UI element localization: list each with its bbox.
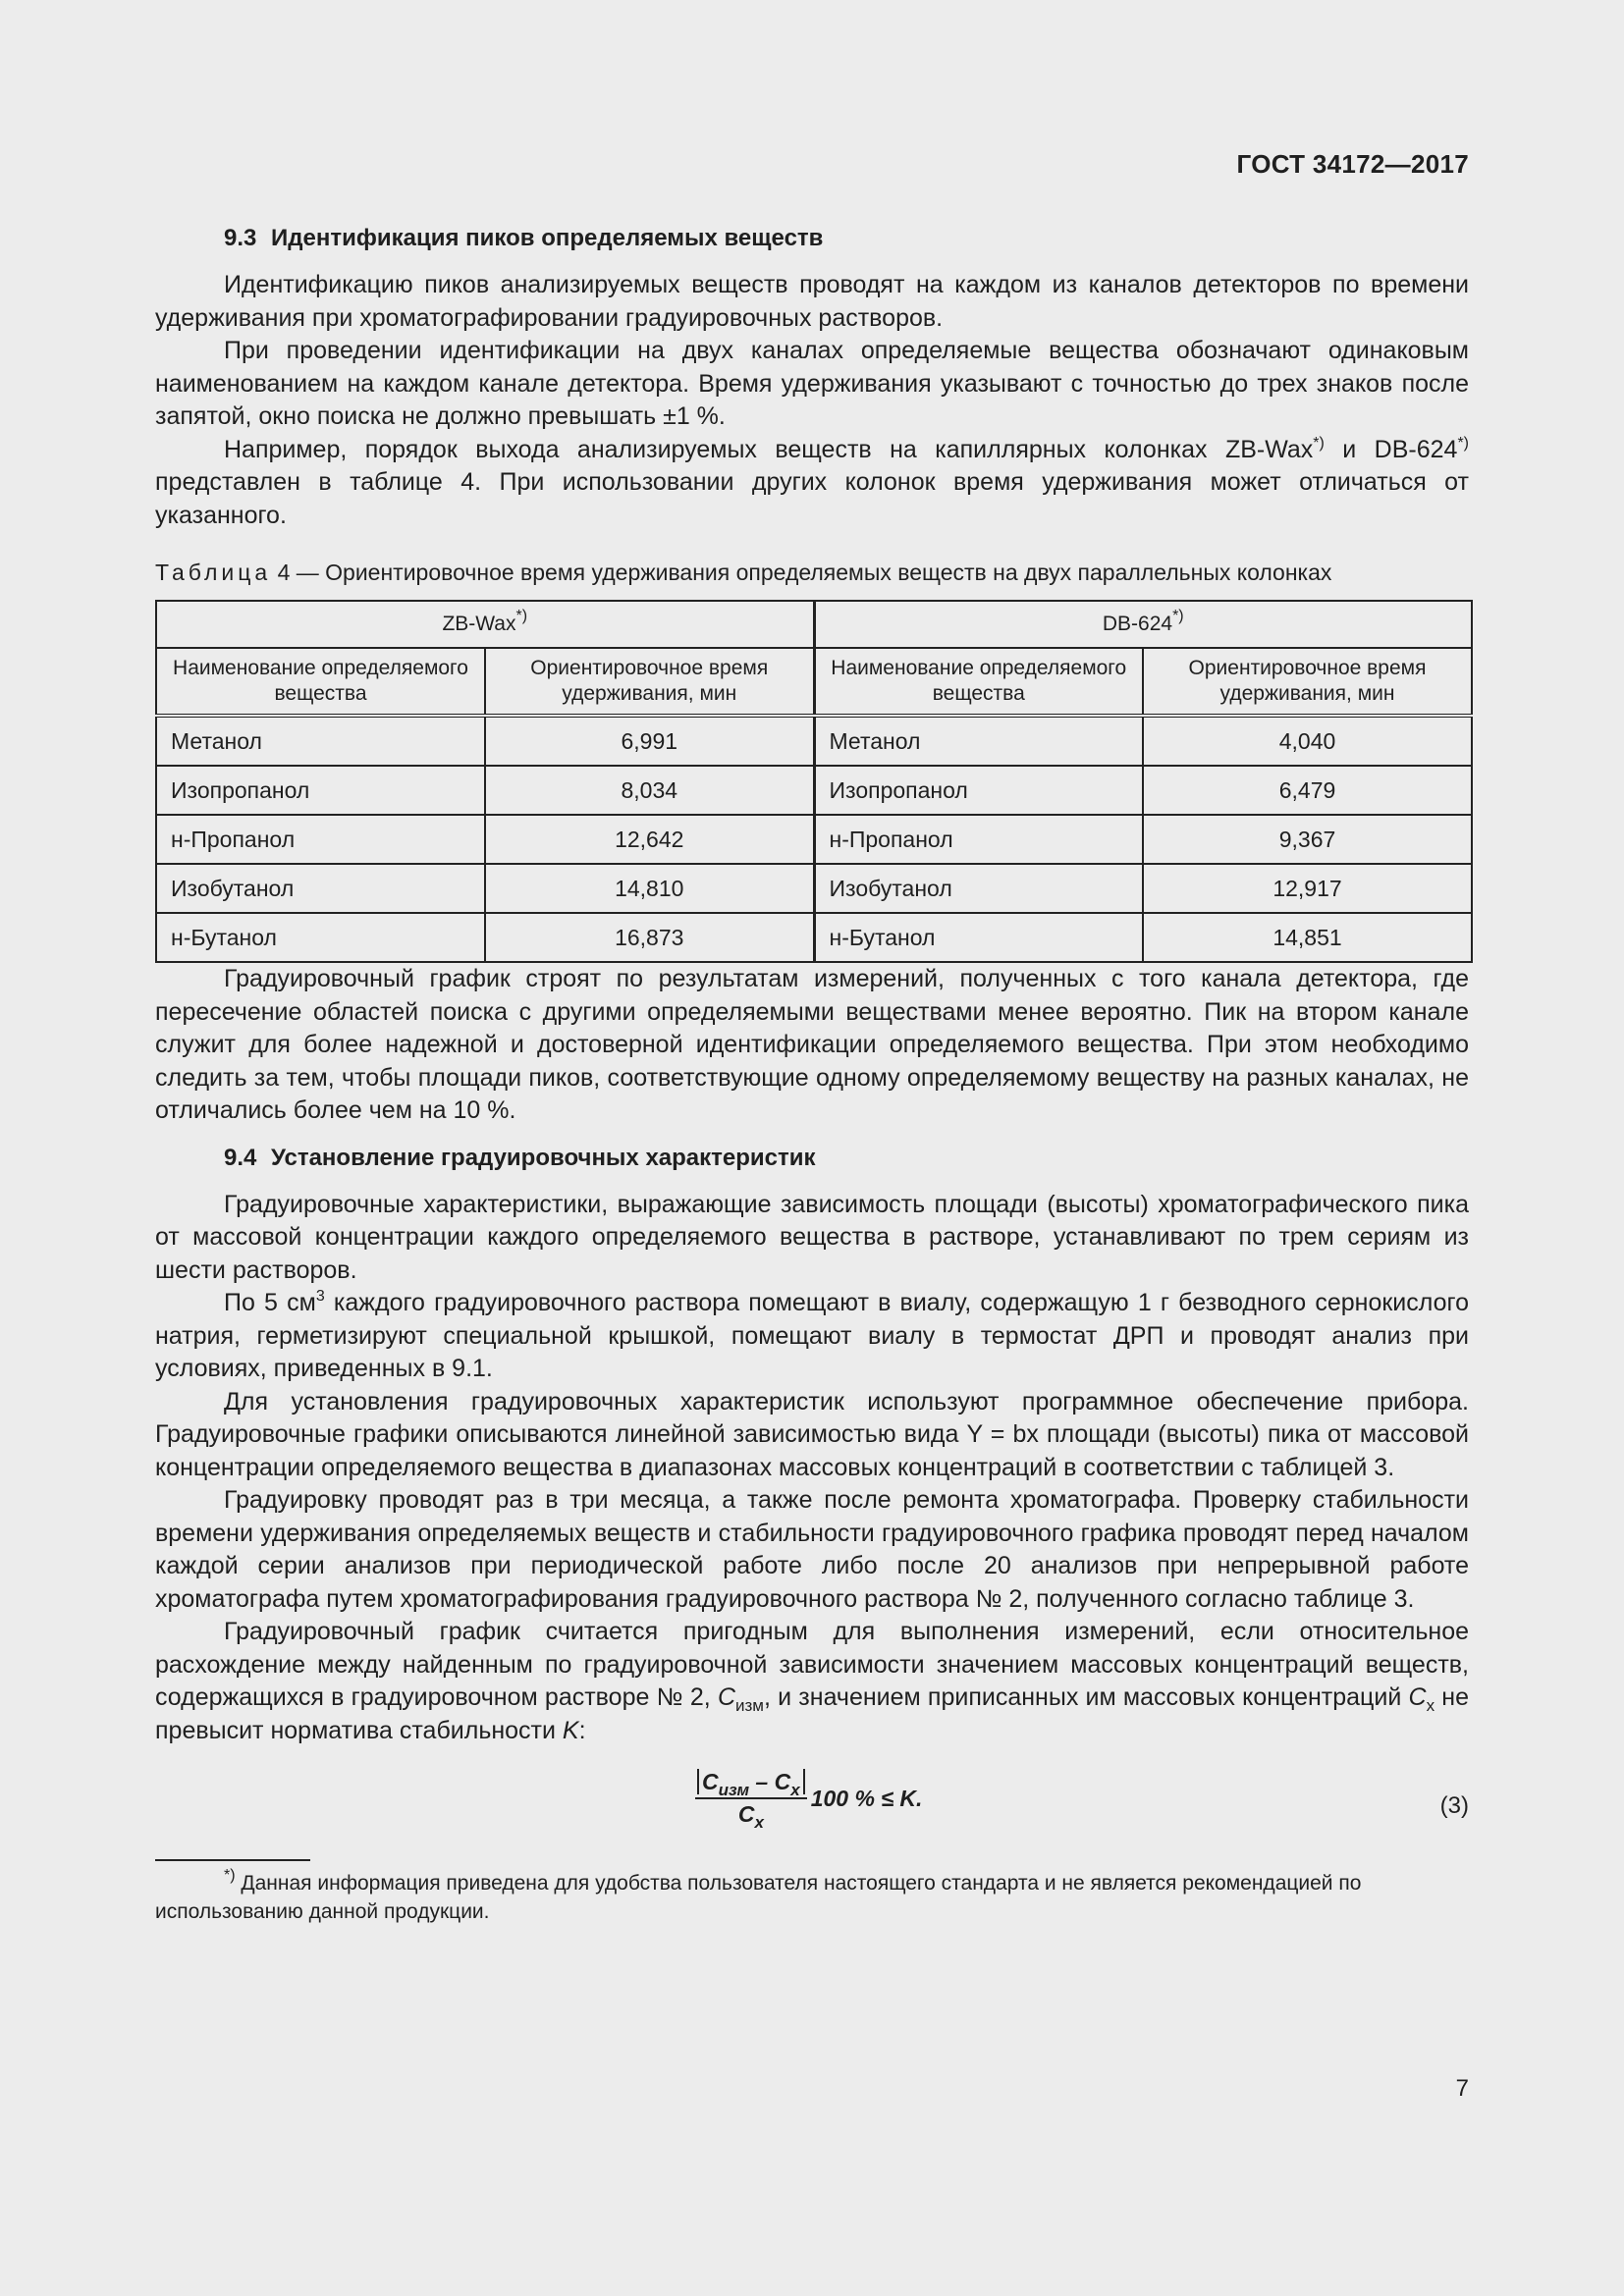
equation-number: (3) [1439,1792,1469,1819]
retention-time: 4,040 [1143,716,1472,766]
subscript: x [790,1781,800,1799]
text-span: и DB-624 [1324,435,1458,463]
section-number: 9.4 [224,1144,257,1171]
symbol: C [717,1683,735,1711]
subscript: x [1426,1696,1435,1715]
paragraph: Градуировку проводят раз в три месяца, а также после ремонта хроматографа. Проверку стабильности времени удерживания определяемых веществ и стабильности градуировочного графика проводят перед началом каждой серии анализов при периодической работе либо после 20 анализов при непрерывной работе хроматографа путем хроматографирования градуировочного раствора № 2, полученного согласно таблице 3. [155,1486,1469,1613]
table-caption [155,558,1469,587]
substance-name: Изопропанол [156,766,485,815]
text-span: каждого градуировочного раствора помещают в виалу, содержащую 1 г безводного сернокислого натрия, герметизируют специальной крышкой, помещают виалу в термостат ДРП и проводят анализ при условиях, приведенных в 9.1. [155,1289,1469,1382]
table-row [156,766,1472,815]
substance-name: Метанол [156,716,485,766]
section-title-text: Установление градуировочных характеристик [271,1144,816,1171]
footnote-ref: *) [1172,608,1184,624]
footnote-ref: *) [515,608,528,624]
paragraph: Идентификацию пиков анализируемых веществ проводят на каждом из каналов детекторов по времени удерживания при хроматографировании градуировочных растворов. [155,271,1469,332]
document-header: ГОСТ 34172—2017 [1236,149,1469,179]
text-span: представлен в таблице 4. При использовании других колонок время удерживания может отличаться от указанного. [155,468,1469,529]
paragraph [155,1616,1469,1747]
substance-name: н-Бутанол [156,913,485,962]
paragraph [155,1287,1469,1386]
footnote [155,1869,1469,1926]
table-row [156,716,1472,766]
footnote-ref: *) [1313,434,1325,452]
fraction-denominator [737,1799,764,1832]
symbol: C [737,1801,755,1827]
table-row [156,913,1472,962]
subscript: изм [735,1696,764,1715]
symbol: K [562,1716,579,1744]
group-name: DB-624 [1102,613,1173,635]
retention-time: 16,873 [485,913,814,962]
paragraph [155,434,1469,533]
retention-time: 6,991 [485,716,814,766]
symbol: C [1408,1683,1427,1711]
fraction-numerator [695,1769,807,1799]
retention-time: 8,034 [485,766,814,815]
symbol: C [774,1769,791,1794]
retention-time: 12,917 [1143,864,1472,913]
retention-time: 14,810 [485,864,814,913]
caption-text: 4 — Ориентировочное время удерживания определяемых веществ на двух параллельных колонках [271,560,1332,585]
table-column-header-row [156,648,1472,716]
table-group-header-row [156,601,1472,648]
retention-time-table [155,600,1473,963]
section-number: 9.3 [224,225,257,251]
section-title-text: Идентификация пиков определяемых веществ [271,225,824,251]
column-header-time: Ориентировочное время удерживания, мин [1143,648,1472,716]
footnote-ref: *) [1457,434,1470,452]
substance-name: Метанол [814,716,1143,766]
page-content [155,222,1469,1926]
superscript: 3 [315,1288,325,1305]
retention-time: 9,367 [1143,815,1472,864]
footnote-text: Данная информация приведена для удобства пользователя настоящего стандарта и не является рекомендацией по использованию данной продукции. [155,1872,1362,1923]
paragraph: При проведении идентификации на двух каналах определяемые вещества обозначают одинаковым наименованием на каждом канале детектора. Время удерживания указывают с точностью до трех знаков после запятой, окно поиска не должно превышать ±1 %. [155,337,1469,430]
column-header-time: Ориентировочное время удерживания, мин [485,648,814,716]
substance-name: н-Бутанол [814,913,1143,962]
text-span: Градуировочный график считается пригодным для выполнения измерений, если относительное расхождение между найденным по градуировочной зависимости значением массовых концентраций веществ, содержащихся в градуировочном растворе № 2, [155,1618,1469,1711]
section-9-3-title [224,222,1469,255]
table-row [156,864,1472,913]
text-span: По 5 см [224,1289,316,1316]
substance-name: Изобутанол [156,864,485,913]
symbol: C [702,1769,719,1794]
subscript: x [754,1813,764,1832]
text-span: Например, порядок выхода анализируемых веществ на капиллярных колонках ZB-Wax [224,435,1314,463]
paragraph: Для установления градуировочных характеристик используют программное обеспечение прибора. Градуировочные графики описываются линейной зависимостью вида Y = bx площади (высоты) пика от массовой концентрации определяемого вещества в диапазонах массовых концентраций в соответствии с таблицей 3. [155,1387,1469,1481]
formula-fraction [695,1769,807,1832]
subscript: изм [718,1781,750,1799]
page-number: 7 [1455,2075,1469,2102]
stability-formula [695,1769,923,1832]
formula-block [155,1757,1469,1855]
formula-tail: 100 % ≤ K. [810,1785,923,1811]
substance-name: н-Пропанол [814,815,1143,864]
caption-label: Таблица [155,560,272,585]
table-row [156,815,1472,864]
absolute-value [697,1769,805,1799]
paragraph: Градуировочный график строят по результатам измерений, полученных с того канала детектора, где пересечение областей поиска с другими определяемыми веществами менее вероятно. Пик на втором канале служит для более надежной и достоверной идентификации определяемого вещества. При этом необходимо следить за тем, чтобы площади пиков, соответствующие одному определяемому веществу на разных каналах, не отличались более чем на 10 %. [155,965,1469,1124]
retention-time: 6,479 [1143,766,1472,815]
text-span: не превысит норматива стабильности [155,1683,1469,1744]
text-span: , и значением приписанных им массовых концентраций [763,1683,1409,1711]
group-header-db-624 [814,601,1472,648]
retention-time: 12,642 [485,815,814,864]
paragraph: Градуировочные характеристики, выражающие зависимость площади (высоты) хроматографического пика от массовой концентрации каждого определяемого вещества в растворе, устанавливают по трем сериям из шести растворов. [155,1190,1469,1284]
substance-name: Изобутанол [814,864,1143,913]
column-header-name: Наименование определяемого вещества [814,648,1143,716]
substance-name: Изопропанол [814,766,1143,815]
footnote-divider [155,1859,310,1861]
substance-name: н-Пропанол [156,815,485,864]
operator: – [749,1769,775,1794]
text-span: : [578,1716,586,1744]
group-name: ZB-Wax [442,613,516,635]
section-9-4-title [224,1142,1469,1175]
column-header-name: Наименование определяемого вещества [156,648,485,716]
footnote-mark: *) [224,1867,236,1884]
retention-time: 14,851 [1143,913,1472,962]
group-header-zb-wax [156,601,814,648]
